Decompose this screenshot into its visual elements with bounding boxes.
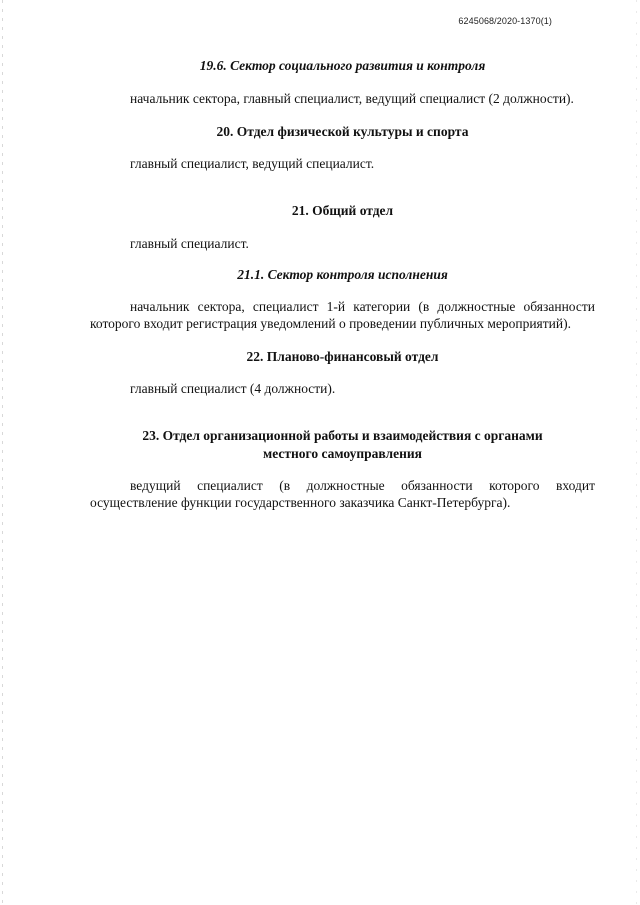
section-heading-23 [90,427,595,463]
section-text-21-1: начальник сектора, специалист 1-й категории (в должностные обязанности которого входит регистрация уведомлений о проведении публичных мероприятий). [90,299,595,331]
document-id: 6245068/2020-1370(1) [458,16,552,26]
document-body [90,57,595,511]
section-heading-23-line1: 23. Отдел организационной работы и взаимодействия с органами [142,428,543,443]
section-text-19-6: начальник сектора, главный специалист, ведущий специалист (2 должности). [130,91,574,106]
section-heading-21: 21. Общий отдел [291,203,394,218]
section-heading-21-1: 21.1. Сектор контроля исполнения [237,267,448,282]
section-text-20: главный специалист, ведущий специалист. [130,156,375,171]
section-heading-19-6: 19.6. Сектор социального развития и контроля [199,58,486,73]
section-text-21: главный специалист. [130,236,249,251]
scan-edge-left [2,0,3,905]
section-heading-22: 22. Планово-финансовый отдел [246,349,439,364]
section-heading-23-line2: местного самоуправления [263,446,422,461]
section-text-22: главный специалист (4 должности). [130,381,336,396]
section-text-23: ведущий специалист (в должностные обязанности которого входит осуществление функции государственного заказчика Санкт-Петербурга). [90,478,595,510]
scan-edge-right [636,0,637,905]
section-heading-20: 20. Отдел физической культуры и спорта [216,124,469,139]
